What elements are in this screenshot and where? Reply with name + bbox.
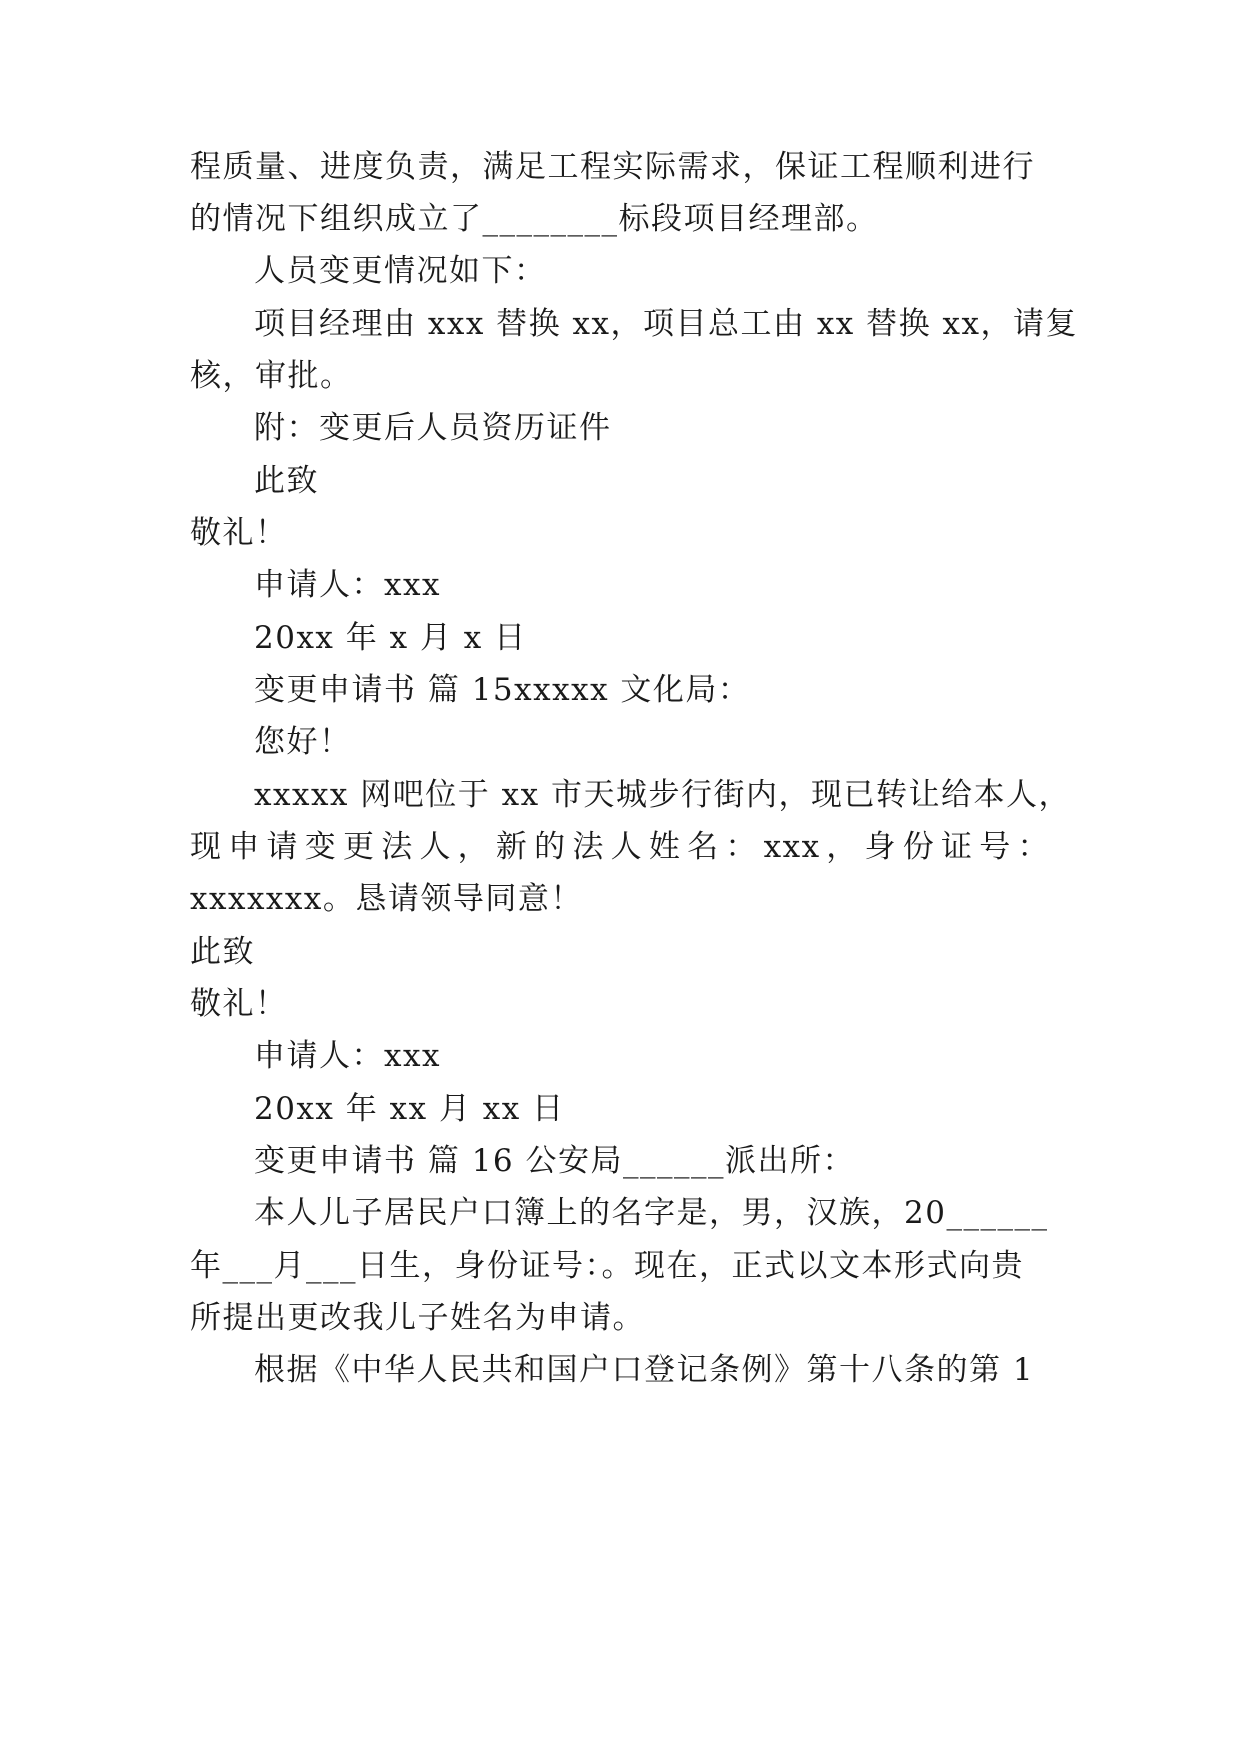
closing-line: 此致 [190,934,255,970]
paragraph-line: 根据《中华人民共和国户口登记条例》第十八条的第 1 [254,1352,1035,1388]
section-heading-line: 变更申请书 篇 16 公安局______派出所： [254,1143,856,1179]
section-heading-line: 变更申请书 篇 15xxxxx 文化局： [254,672,751,708]
paragraph-line: 核，审批。 [190,358,353,394]
paragraph-line: 程质量、进度负责，满足工程实际需求，保证工程顺利进行 [190,149,1035,185]
salutation-line: 敬礼！ [190,986,288,1022]
date-line: 20xx 年 xx 月 xx 日 [254,1091,565,1127]
applicant-line: 申请人：xxx [254,1038,441,1074]
paragraph-line: xxxxxxx。恳请领导同意！ [190,881,583,917]
date-line: 20xx 年 x 月 x 日 [254,620,527,656]
paragraph-line: xxxxx 网吧位于 xx 市天城步行街内，现已转让给本人， [254,777,1071,813]
paragraph-line: 的情况下组织成立了________标段项目经理部。 [190,201,879,237]
paragraph-line: 本人儿子居民户口簿上的名字是，男，汉族，20______ [254,1195,1049,1231]
salutation-line: 敬礼！ [190,515,288,551]
paragraph-line: 年___月___日生，身份证号：。现在，正式以文本形式向贵 [190,1248,1024,1284]
paragraph-line: 人员变更情况如下： [254,253,547,289]
closing-line: 此致 [254,463,319,499]
paragraph-line: 项目经理由 xxx 替换 xx，项目总工由 xx 替换 xx，请复 [254,306,1078,342]
greeting-line: 您好！ [254,724,352,760]
paragraph-line: 附：变更后人员资历证件 [254,410,612,446]
applicant-line: 申请人：xxx [254,567,441,603]
paragraph-line: 所提出更改我儿子姓名为申请。 [190,1300,645,1336]
paragraph-line: 现申请变更法人，新的法人姓名：xxx，身份证号： [190,829,1050,865]
